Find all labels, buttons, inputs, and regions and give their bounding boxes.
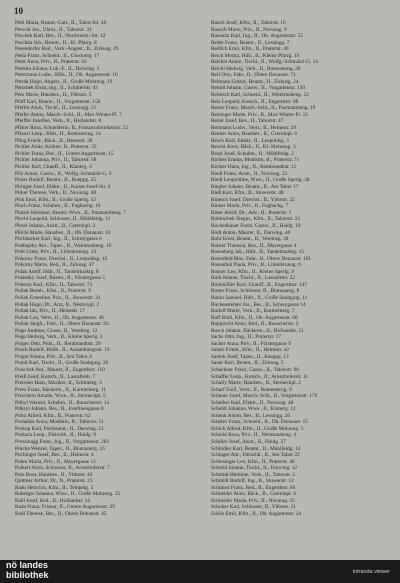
directory-entry: Richter Emma, Modistin, II., Praterstr. 71	[211, 157, 300, 164]
directory-entry: Prokop Karl, Postbeamt., II., Darwing. 21	[15, 425, 104, 432]
directory-entry: Schmied Franz, Bed., II., Engerthstr. 60	[211, 484, 296, 491]
directory-entry: Pfeifer Anton, Masch.-Schl., II., Max-Winter-Pl. 7	[15, 111, 122, 118]
directory-entry: Rada Franz, Friseur, II., Untere Augartenstr. 29	[15, 504, 115, 511]
directory-entry: Preiß Josef, Kutsch., II., Lassallestr. 7	[15, 373, 96, 380]
directory-entry: Schneider Marie, Priv., II., Novarag. 15	[211, 497, 295, 504]
directory-entry: Popp Andreas, Glaser, II., Vereinsg. 12	[15, 327, 98, 334]
directory-entry: Pollak Hugo, Dr., Arzt, II., Nestroypl. 2	[15, 301, 100, 308]
directory-entry: Redlich Emil, Kfm., II., Praterstr. 40	[211, 46, 289, 53]
directory-entry: Rotter Franz, Schlosser, II., Blumauerg. 8	[211, 288, 300, 295]
directory-entry: Pisk Emil, Kfm., II., Große Sperlg. 12	[15, 196, 96, 203]
directory-entry: Scheiber Karl, Elektr., II., Novarag. 48	[211, 399, 294, 406]
directory-entry: Prucha Wenzel, Tapez., II., Blumauerg. 16	[15, 445, 105, 452]
directory-entry: Reif Otto, Fabr., II., Obere Donaustr. 71	[211, 72, 296, 79]
directory-entry: Preissler Hans, Musiker, II., Schmelzg. 3	[15, 380, 102, 387]
directory-entry: Schick Alfred, Kfm., II., Große Mohreng. 5	[211, 425, 304, 432]
directory-entry: Rudolf Marie, Verk., II., Karmeliterg. 7	[211, 308, 295, 315]
directory-entry: Schön Emil, Kfm., II., Ob. Augartenstr. 24	[211, 511, 302, 518]
directory-entry: Sauer Karl, Beamt., II., Zirkusg. 5	[211, 360, 284, 367]
directory-entry: Pesendorfer Rud., Verk.-Angest., II., Zirkusg. 29	[15, 46, 119, 53]
directory-entry: Reiter Josef, Bes., II., Taborstr. 47	[211, 118, 284, 125]
page-number: 10	[14, 6, 23, 16]
directory-entry: Rödl Anton, Maurer, II., Darwing. 40	[211, 229, 291, 236]
directory-entry: Ressl Josef, Schuhm., II., Mühlfeldg. 2	[211, 150, 294, 157]
directory-entry: Rosenberg Jak., Hdlr., II., Tandelmarktg. 15	[211, 249, 304, 256]
directory-entry: Pichler Karl, Chauff., II., Klanerg. 4	[15, 164, 92, 171]
logo-line-2: bibliothek	[6, 569, 49, 580]
directory-entry: Richter Hans, Ing., II., Rembrandtstr. 11	[211, 164, 297, 171]
directory-entry: Reitmann Ludw., Vertr., II., Heinestr. 29	[211, 124, 297, 131]
directory-entry: Petschek Ernst, Ing., II., Schüttelstr. 43	[15, 85, 98, 92]
directory-entry: Salzer Friedr., Kfm., II., Heinestr. 42	[211, 347, 289, 354]
directory-entry: Pilz Anton, Gastw., II., Wolfg.-Schmälzl-G. 9	[15, 170, 112, 177]
directory-entry: Sacher Anna, Priv., II., Förstergasse 9	[211, 340, 291, 347]
directory-entry: Rothmüller Karl, Chauff., II., Engerthstr. 147	[211, 281, 307, 288]
directory-entry: Rockenbauer Franz, Gastw., II., Haidg. 18	[211, 222, 301, 229]
directory-entry: Sachs Otto, Ing., II., Praterstr. 17	[211, 334, 281, 341]
directory-entry: Polesny Rud., Kfm., II., Taborstr. 72	[15, 281, 93, 288]
directory-entry: Renner Anna, Hausbes., II., Czerninpl. 6	[211, 131, 298, 138]
directory-entry: Scherer Franz, Schneid., II., Ob. Donaustr. 15	[211, 419, 308, 426]
directory-entry: Ruff Emil, Kfm., II., Ob. Augartenstr. 60	[211, 314, 298, 321]
directory-entry: Raberger Johanna, Wwe., II., Große Mohreng. 35	[15, 491, 121, 498]
directory-entry: Pflug Friedr., Bäck., II., Heinestr. 38	[15, 137, 93, 144]
directory-entry: Schally Marie, Hausbes., II., Sterneckpl. 2	[211, 380, 301, 387]
directory-entry: Prohaska Anna, Modistin, II., Taborstr. 11	[15, 419, 104, 426]
left-column	[15, 20, 193, 518]
directory-entry: Posch Rudolf, Bildh., II., Ausstellungsstr. 19	[15, 347, 110, 354]
directory-entry: Riegler Johann, Beamt., II., Am Tabor 17	[211, 183, 299, 190]
directory-entry: Podhajsky Ant., Tapez., II., Weintraubeng. 10	[15, 242, 112, 249]
directory-entry: Piringer Josef, Elektr., II., Kaiser-Josef-Str. 6	[15, 183, 111, 190]
directory-entry: Pokorny Marie, Bed., II., Zirkusg. 47	[15, 262, 95, 269]
directory-entry: Peter Anna, Priv., II., Praterstr. 56	[15, 59, 87, 66]
directory-entry: Schiebl Rosa, Priv., II., Weintraubeng. 4	[211, 432, 297, 439]
directory-entry: Petz Marie, Hausbes., II., Ybbsstr. 5	[15, 92, 92, 99]
directory-entry: Prinz Alfred, Kfm., II., Praterstr. 62	[15, 412, 91, 419]
directory-entry: Quittner Arthur, Dr., II., Praterstr. 23	[15, 478, 93, 485]
directory-entry: Prem Franz, Bäckerm., II., Karmeliterg. 11	[15, 386, 107, 393]
directory-entry: Polanský Josef, Beamt., II., Förstergasse 5	[15, 275, 105, 282]
directory-entry: Pfaff Karl, Beamt., II., Vorgartenstr. 158	[15, 98, 101, 105]
viewer-credit: intranda viewer	[352, 569, 390, 575]
directory-entry: Perschl Jos., Uhrm., II., Taborstr. 31	[15, 26, 92, 33]
directory-entry: Schober Karl, Schlosser, II., Ybbsstr. 31	[211, 504, 296, 511]
directory-entry: Pflanzl Leop., Kfm., II., Rotensterng. 14	[15, 131, 101, 138]
directory-entry: Rubin Samuel, Hdlr., II., Große Stadtgutg. 11	[211, 294, 308, 301]
directory-entry: Pesta Franz, Schneid., II., Glockeng. 17	[15, 52, 100, 59]
logo-line-1: nö landes	[6, 560, 49, 570]
directory-entry: Schenk Anton, Bes., II., Lessingg. 26	[211, 412, 291, 419]
directory-entry: Reichel Anton, Tischl., II., Wolfg.-Schmälzl-G. 14	[211, 59, 318, 66]
directory-entry: Rohrer Theresia, Bes., II., Mayergasse 4	[211, 242, 297, 249]
directory-entry: Rauch Josef, Kfm., II., Taborstr. 16	[211, 20, 286, 26]
directory-entry: Petrak Hugo, Angest., II., Große Mohreng. 19	[15, 78, 113, 85]
directory-entry: Riedl Franz, Anstr., II., Novarag. 33	[211, 170, 288, 177]
directory-entry: Polak Adolf, Hdlr., II., Tandelmarktg. 8	[15, 268, 99, 275]
directory-entry: Praschak Ant., Maurer, II., Engerthstr. 110	[15, 366, 105, 373]
directory-entry: Reis Leopold, Kutsch., II., Engerthstr. 88	[211, 98, 299, 105]
directory-entry: Plessl Johann, Anstr., II., Czerninpl. 3	[15, 222, 96, 229]
directory-entry: Schauer Josef, Masch.-Schl., II., Vorgartenstr. 176	[211, 393, 318, 400]
directory-entry: Rohr Ernst, Beamt., II., Vereinsg. 30	[211, 236, 289, 243]
directory-entry: Peschek Karl, Bes., II., Nordwestb.-Str. 12	[15, 33, 106, 40]
viewer-footer	[0, 560, 400, 583]
directory-entry: Samek Josef, Tapez., II., Rueppg. 13	[211, 353, 289, 360]
directory-entry: Schaffer Leop., Kutsch., II., Arnezhoferstr. 11	[211, 373, 309, 380]
directory-entry: Pohl Grete, Priv., II., Lilienbrunng. 13	[15, 249, 97, 256]
directory-entry: Putz Rosa, Hausbes., II., Ybbsstr. 40	[15, 471, 93, 478]
directory-entry: Pollak Ida, Priv., II., Heinestr. 17	[15, 308, 85, 315]
directory-entry: Reisinger Marie, Priv., II., Max-Winter-Pl. 12	[211, 111, 308, 118]
directory-entry: Schachner Franz, Gastw., II., Taborstr. 90	[211, 366, 299, 373]
directory-entry: Pfeffer Alois, Tischl., II., Lessingg. 21	[15, 105, 97, 112]
directory-entry: Pollak Leo, Vertr., II., Ob. Augartenstr. 46	[15, 314, 104, 321]
directory-entry: Raab Heinrich, Kfm., II., Tempelg. 3	[15, 484, 94, 491]
directory-entry: Pfeiffer Josefine, Verk., II., Hollandstr. 8	[15, 118, 102, 125]
directory-entry: Scheidl Johanna, Wwe., II., Klanerg. 12	[211, 406, 296, 413]
directory-entry: Prager Emma, Priv., II., Am Tabor 4	[15, 353, 92, 360]
directory-entry: Platzer Hermine, Beamt.-Wwe., II., Pazmanitteng. 7	[15, 209, 126, 216]
directory-entry: Reindl Johann, Gastw., II., Vorgartenstr. 130	[211, 85, 305, 92]
directory-entry: Reimann Gustav, Beamt., II., Zirkusg. 24	[211, 78, 299, 85]
directory-entry: Schmidt Hermine, Verk., II., Taborstr. 5	[211, 471, 296, 478]
directory-entry: Plechl Leopold, Schlosser, II., Mühlfeldg. 11	[15, 216, 111, 223]
directory-entry: Pirker Therese, Verk., II., Novarag. 40	[15, 190, 97, 197]
directory-entry: Pokorny Franz, Drechsl., II., Leopoldsg. 42	[15, 255, 108, 262]
directory-entry: Rusch Johann, Bäckerm., II., Hollandstr. 21	[211, 327, 304, 334]
directory-entry: Rupprecht Alois, Bed., II., Rauscherstr. 3	[211, 321, 299, 328]
directory-entry: Schlager Ant., Fleischh., II., Am Tabor 22	[211, 452, 300, 459]
directory-entry: Pekl Maria, Beamt.-Gatt., II., Tabor-Str. 46	[15, 20, 107, 26]
directory-entry: Porges Otto, Prok., II., Rembrandtstr. 20	[15, 340, 101, 347]
directory-entry: Pinter Rudolf, Beamt., II., Rueppg. 25	[15, 177, 97, 184]
directory-entry: Schneider Alois, Bäck., II., Czerninpl. 9	[211, 491, 296, 498]
directory-entry: Radl Therese, Bes., II., Obere Donaustr. 45	[15, 511, 107, 518]
directory-entry: Plach Franz, Schuhm., II., Fugbachg. 18	[15, 203, 101, 210]
directory-entry: Reder Franz, Beamt., II., Lessingg. 7	[211, 39, 290, 46]
directory-entry: Rosenfeld Max, Fabr., II., Obere Donaustr. 101	[211, 255, 312, 262]
directory-entry: Schlesinger Leo, Kfm., II., Praterstr. 48	[211, 458, 295, 465]
directory-entry: Pichler Alois, Kellner, II., Praterstr. 33	[15, 144, 97, 151]
directory-entry: Reich Moritz, Hdlr., II., Kleine Pfarrg. 19	[211, 52, 300, 59]
directory-entry: Prantl Karl, Tischl., II., Große Stadtgutg. 26	[15, 360, 109, 367]
directory-entry: Schindler Karl, Beamt., II., Mühlfeldg. 14	[211, 445, 301, 452]
directory-entry: Resch Karl, Elektr., II., Leopoldsg. 5	[211, 137, 290, 144]
directory-entry: Rausch Marie, Priv., II., Novarag. 9	[211, 26, 287, 33]
directory-entry: Pöchhacker Karl, Ing., II., Schreygasse 6	[15, 236, 102, 243]
directory-entry: Roth Johann, Tischl., II., Lassallestr. 22	[211, 275, 296, 282]
library-logo[interactable]	[6, 561, 49, 580]
directory-entry: Plöchl Marie, Hausbes., II., Ob. Donaustr. 61	[15, 229, 111, 236]
directory-entry: Schmid Johann, Tischl., II., Darwing. 12	[211, 465, 298, 472]
directory-entry: Schiller Josef, Anstr., II., Haidg. 27	[211, 439, 286, 445]
directory-entry: Rausnitz Karl, Ing., II., Ob. Augartenstr. 52	[211, 33, 303, 40]
directory-entry: Pfister Rosa, Schneiderin, II., Franzensbrückenstr. 22	[15, 124, 128, 131]
directory-entry: Popp Hedwig, Verk., II., Kleine Sperlg. 2	[15, 334, 103, 341]
directory-entry: Reiser Franz, Masch.-Schl., II., Pazmanitteng. 19	[211, 105, 316, 112]
directory-entry: Puhm Maria, Priv., II., Mayergasse 12	[15, 458, 96, 465]
directory-entry: Ruckensteiner Jos., Bes., II., Schreygasse 14	[211, 301, 306, 308]
directory-entry: Rosenthal Paula, Priv., II., Lilienbrunng. 6	[211, 262, 301, 269]
directory-entry: Reinisch Karl, Schneid., II., Weintraubeng. 22	[211, 92, 309, 99]
directory-entry: Pollak Siegfr., Fabr., II., Obere Donaustr. 93	[15, 321, 109, 328]
directory-entry: Puchinger Josef, Bes., II., Heinestr. 4	[15, 452, 94, 459]
directory-entry: Peschka Joh., Beamt., II., Kl. Pfarrg. 8	[15, 39, 97, 46]
directory-entry: Reschl Alois, Bäck., II., Kl. Mohreng. 3	[211, 144, 296, 151]
right-column	[211, 20, 391, 518]
directory-entry: Rinner Marie, Priv., II., Fugbachg. 7	[211, 203, 289, 210]
directory-entry: Rieß Karl, Kfm., II., Stuwerstr. 48	[211, 190, 284, 197]
directory-entry: Preschern Amalie, Wwe., II., Sterneckpl. 5	[15, 393, 106, 400]
directory-entry: Peterka Johann, Lok.-F., II., Darwing. 3	[15, 65, 100, 72]
directory-entry: Prossinagg Franz, Ing., II., Vorgartenstr. 203	[15, 439, 110, 445]
directory-entry: Pribyl Wenzel, Schuhm., II., Rauscherstr. 14	[15, 399, 110, 406]
directory-entry: Scharf Emil, Vertr., II., Rotensterng. 9	[211, 386, 292, 393]
directory-entry: Reichl Hedwig, Verk., II., Rotensterng. 28	[211, 65, 301, 72]
directory-entry: Prikryl Johann, Bes., II., Josefinengasse 8	[15, 406, 104, 413]
directory-entry: Petermann Ludw., Kfm., II., Ob. Augartenstr. 10	[15, 72, 118, 79]
directory-entry: Pollak Ernestine, Priv., II., Stuwerstr. 31	[15, 294, 101, 301]
directory-entry: Rinesch Josef, Drechsl., II., Ybbsstr. 22	[211, 196, 295, 203]
directory-entry: Pollak Bernh., Kfm., II., Praterstr. 9	[15, 288, 91, 295]
directory-entry: Pulkert Alois, Schlosser, II., Arnezhoferstr. 7	[15, 465, 110, 472]
directory-entry: Robitschek Siegm., Kfm., II., Taborstr. 23	[211, 216, 300, 223]
directory-entry: Pichler Franz, Bes., II., Untere Augartenstr. 15	[15, 150, 114, 157]
directory-entry: Pichler Johanna, Priv., II., Taborstr. 58	[15, 157, 97, 164]
directory-entry: Rabl Josef, Bed., II., Hollandstr. 14	[15, 497, 90, 504]
directory-entry: Proksch Leop., Fleischh., II., Haidg. 9	[15, 432, 96, 439]
directory-entry: Schmidt Rudolf, Ing., II., Stuwerstr. 12	[211, 478, 294, 485]
directory-entry: Rosner Leo, Kfm., II., Kleine Sperlg. 9	[211, 268, 294, 275]
directory-entry: Ritter Adolf, Dr., Adv., II., Praterstr. 1	[211, 209, 292, 216]
directory-entry: Riedl Leopoldine, Wwe., II., Große Sperlg. 30	[211, 177, 310, 184]
